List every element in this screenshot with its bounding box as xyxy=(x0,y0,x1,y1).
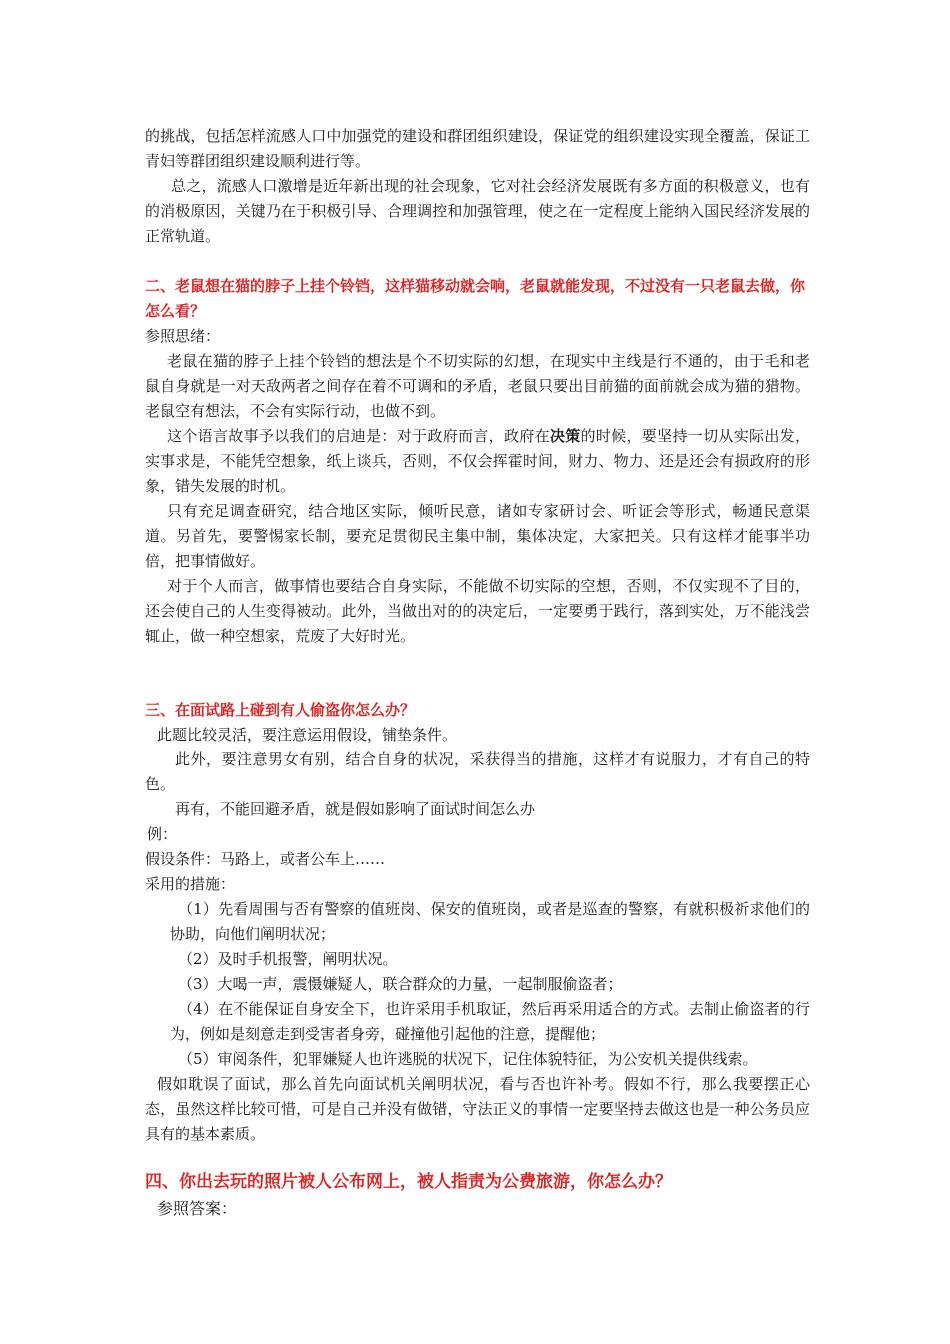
q3-line-1: 此题比较灵活，要注意运用假设，铺垫条件。 xyxy=(157,726,458,744)
q2-paragraph-2 xyxy=(145,424,810,499)
q3-example-label: 例： xyxy=(147,825,178,843)
q3-conclusion: 假如耽误了面试，那么首先向面试机关阐明状况，看与否也许补考。假如不行，那么我要摆正心态，虽然这样比较可惜，可是自己并没有做错，守法正义的事情一定要坚持去做这也是一种公务员应具有的基本素质。 xyxy=(145,1075,810,1143)
q2-p2-end: 的时候，要坚持一切从实际出发，实事求是，不能凭空想象，纸上谈兵，否则，不仅会挥霍时间，财力、物力、还是还会有损政府的形象，错失发展的时机。 xyxy=(145,427,810,495)
paragraph-summary: 总之，流感人口激增是近年新出现的社会现象，它对社会经济发展既有多方面的积极意义，也有的消极原因，关键乃在于积极引导、合理调控和加强管理，使之在一定程度上能纳入国民经济发展的正常轨道。 xyxy=(145,177,810,245)
measure-item-2: （2）及时手机报警，阐明状况。 xyxy=(178,950,398,968)
q2-answer-label: 参照思绪： xyxy=(145,327,221,345)
q2-paragraph-3: 只有充足调查研究，结合地区实际，倾听民意，诸如专家研讨会、听证会等形式，畅通民意渠道。另首先，要警惕家长制，要充足贯彻民主集中制，集体决定，大家把关。只有这样才能事半功倍，把事情做好。 xyxy=(145,502,810,570)
q4-answer-label: 参照答案： xyxy=(157,1199,238,1218)
q3-line-3: 再有，不能回避矛盾，就是假如影响了面试时间怎么办 xyxy=(175,800,536,818)
q2-paragraph-1: 老鼠在猫的脖子上挂个铃铛的想法是个不切实际的幻想，在现实中主线是行不通的，由于毛和老鼠自身就是一对天敌两者之间存在着不可调和的矛盾，老鼠只要出目前猫的面前就会成为猫的猎物。老鼠空有想法，不会有实际行动，也做不到。 xyxy=(145,352,810,420)
paragraph-challenge: 的挑战，包括怎样流感人口中加强党的建设和群团组织建设，保证党的组织建设实现全覆盖，保证工青妇等群团组织建设顺利进行等。 xyxy=(145,127,810,170)
question-4-heading: 四、你出去玩的照片被人公布网上，被人指责为公费旅游，你怎么办？ xyxy=(145,1172,672,1192)
measure-item-3: （3）大喝一声，震慑嫌疑人，联合群众的力量，一起制服偷盗者； xyxy=(178,975,623,993)
keyword-decision: 决策 xyxy=(549,427,581,445)
question-2-heading: 二、老鼠想在猫的脖子上挂个铃铛，这样猫移动就会响，老鼠就能发现，不过没有一只老鼠去做，你怎么看？ xyxy=(145,277,806,320)
measure-item-4: （4）在不能保证自身安全下，也许采用手机取证，然后再采用适合的方式。去制止偷盗者的行为，例如是刻意走到受害者身旁，碰撞他引起他的注意，提醒他； xyxy=(170,1000,810,1043)
measure-item-5: （5）审阅条件，犯罪嫌疑人也许逃脱的状况下，记住体貌特征，为公安机关提供线索。 xyxy=(178,1050,758,1068)
q3-measures-label: 采用的措施： xyxy=(145,875,236,893)
measure-item-1: （1）先看周围与否有警察的值班岗、保安的值班岗，或者是巡查的警察，有就积极祈求他们的协助，向他们阐明状况； xyxy=(170,900,810,943)
q2-paragraph-4: 对于个人而言，做事情也要结合自身实际，不能做不切实际的空想，否则，不仅实现不了目的，还会使自己的人生变得被动。此外，当做出对的的决定后，一定要勇于践行，落到实处，万不能浅尝辄止，做一种空想家，荒废了大好时光。 xyxy=(145,577,810,645)
q2-p2-start: 这个语言故事予以我们的启迪是：对于政府而言，政府在 xyxy=(167,427,550,445)
q3-condition: 假设条件：马路上，或者公车上…… xyxy=(145,850,386,868)
question-3-heading: 三、在面试路上碰到有人偷盗你怎么办？ xyxy=(145,701,416,719)
q3-line-2: 此外，要注意男女有别，结合自身的状况，采获得当的措施，这样才有说服力，才有自己的特色。 xyxy=(145,750,810,793)
